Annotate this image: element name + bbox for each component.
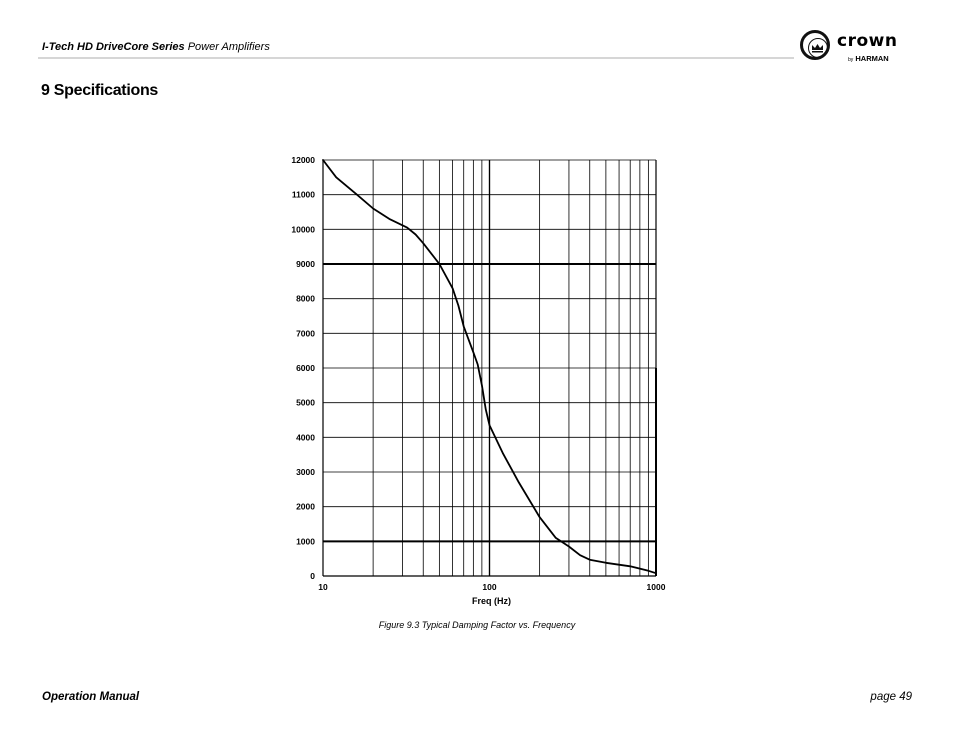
figure-caption: Figure 9.3 Typical Damping Factor vs. Frequency [378, 620, 576, 630]
x-tick-label: 10 [318, 582, 328, 592]
damping-factor-chart [270, 145, 680, 610]
x-tick-label: 100 [482, 582, 497, 592]
crown-logo [800, 30, 915, 66]
x-axis-label: Freq (Hz) [472, 596, 511, 606]
footer-page-number: page 49 [870, 691, 912, 703]
section-title: 9 Specifications [41, 82, 159, 99]
y-tick-label: 4000 [296, 432, 315, 443]
y-tick-label: 12000 [291, 155, 315, 165]
y-tick-label: 11000 [291, 189, 315, 200]
y-tick-label: 10000 [291, 224, 315, 235]
header-subtitle: Power Amplifiers [187, 41, 270, 53]
y-tick-label: 5000 [296, 397, 315, 408]
running-header [42, 41, 270, 53]
y-tick-label: 3000 [296, 467, 315, 477]
crown-emblem-icon [800, 30, 830, 60]
y-tick-label: 7000 [296, 328, 315, 339]
y-tick-label: 2000 [296, 501, 315, 512]
y-tick-label: 8000 [296, 293, 315, 304]
y-tick-label: 9000 [296, 259, 315, 269]
logo-byline: by HARMAN [848, 54, 889, 63]
x-tick-label: 1000 [646, 582, 666, 592]
logo-wordmark: crown [837, 31, 898, 51]
series-name: I-Tech HD DriveCore Series [42, 41, 185, 53]
header-rule [38, 57, 794, 59]
y-tick-label: 6000 [296, 363, 315, 373]
y-tick-label: 0 [310, 571, 315, 581]
y-tick-label: 1000 [296, 536, 315, 547]
crown-glyph-icon [809, 39, 826, 56]
footer-manual-label: Operation Manual [42, 691, 140, 703]
